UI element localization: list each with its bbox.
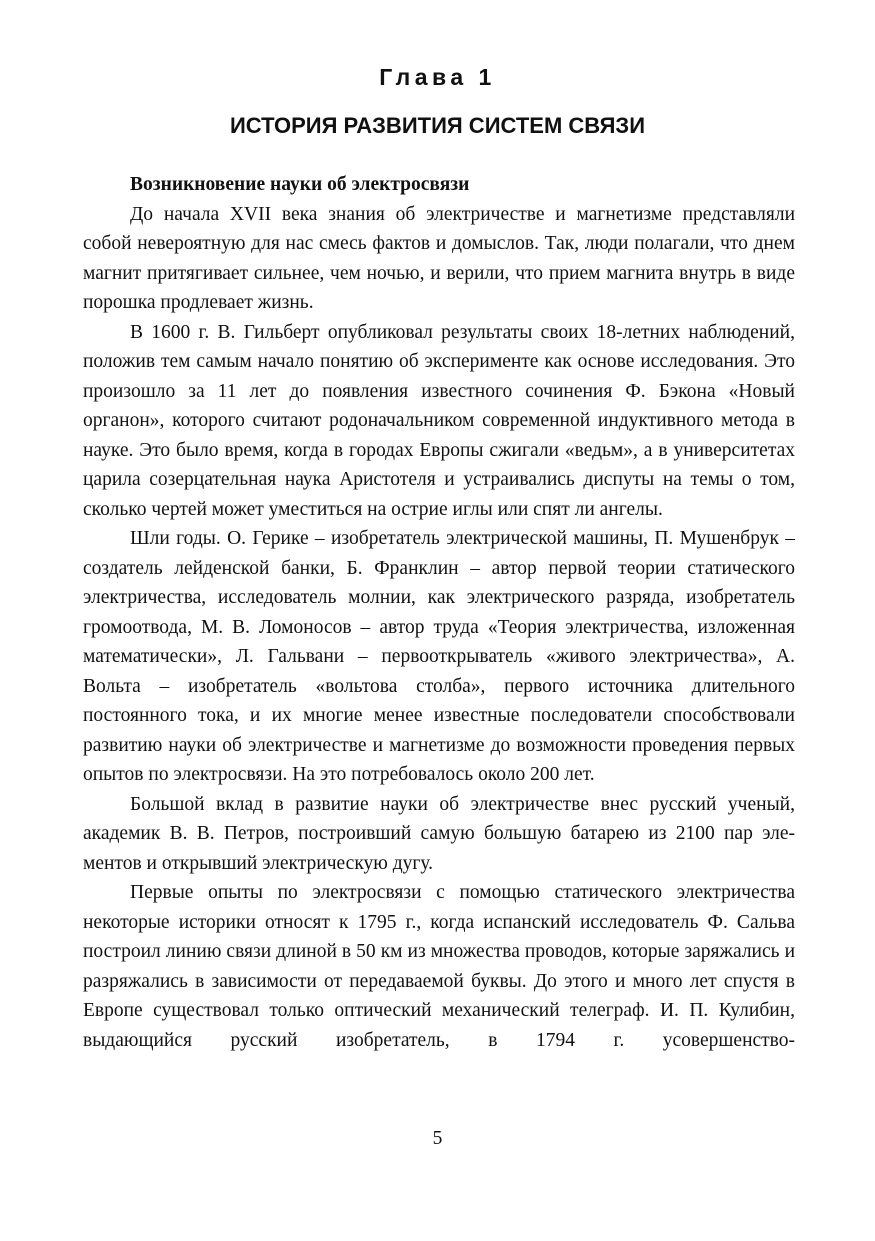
page-number: 5 xyxy=(432,1128,443,1149)
paragraph-1: До начала XVII века знания об электричестве и магнетизме представляли собой невероятную для нас смесь фактов и домыслов. Так, люди полагали, что днем магнит притягивает сильнее, чем ночью, и верили, что прием магнита внутрь в виде порошка продлевает жизнь. xyxy=(83,203,795,313)
section-heading: Возникновение науки об электросвязи xyxy=(130,174,470,195)
paragraph-2: В 1600 г. В. Гильберт опубликовал результаты своих 18-летних наблюдений, положив тем самым начало понятию об эксперименте как основе исследования. Это произошло за 11 лет до появления известного сочинения Ф. Бэкона «Новый органон», которого считают родоначальником современной индуктивного метода в науке. Это было время, когда в городах Европы сжигали «ведьм», а в университетах царила созерцательная наука Аристотеля и устраивались диспуты на темы о том, сколько чертей может уместиться на острие иглы или спят ли ангелы. xyxy=(83,321,795,520)
paragraph-5: Первые опыты по электросвязи с помощью статического электричества некоторые историки относят к 1795 г., когда испанский исследователь Ф. Сальва построил линию связи длиной в 50 км из множества проводов, которые заряжались и разряжались в зависимости от передаваемой буквы. До этого и много лет спустя в Европе существовал только оптический механический телеграф. И. П. Кулибин, выдающийся русский изобретатель, в 1794 г. усовершенство- xyxy=(83,882,795,1051)
chapter-title: ИСТОРИЯ РАЗВИТИЯ СИСТЕМ СВЯЗИ xyxy=(229,113,646,138)
paragraph-4: Большой вклад в развитие науки об электричестве внес русский ученый, академик В. В. Петров, построивший самую большую батарею из 2100 пар элементов и открывший электрическую дугу. xyxy=(83,793,795,874)
body-text xyxy=(83,170,795,1055)
chapter-label: Глава 1 xyxy=(379,64,496,90)
paragraph-3: Шли годы. О. Герике – изобретатель электрической машины, П. Мушенбрук – создатель лейденской банки, Б. Франклин – автор первой теории статического электричества, исследователь молнии, как электрического разряда, изобретатель громоотвода, М. В. Ломоносов – автор труда «Теория электричества, изложенная математически», Л. Гальвани – первооткрыватель «живого электричества», А. Вольта – изобретатель «вольтова столба», первого источника длительного постоянного тока, и их многие менее известные последователи способствовали развитию науки об электричестве и магнетизме до возможности проведения первых опытов по электросвязи. На это потребовалось около 200 лет. xyxy=(83,528,795,785)
